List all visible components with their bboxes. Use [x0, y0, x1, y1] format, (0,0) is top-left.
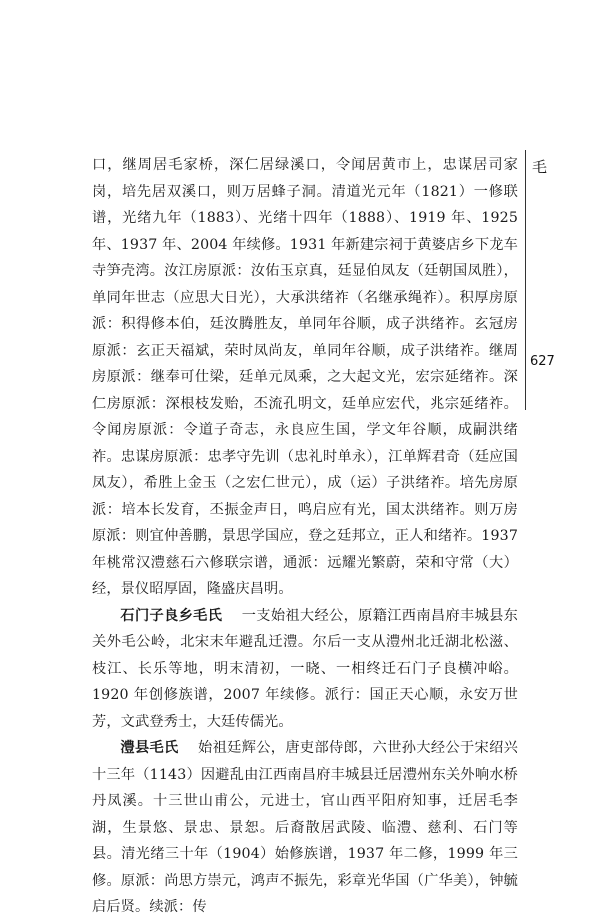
margin-rule	[525, 150, 526, 410]
paragraph-body: 一支始祖大经公，原籍江西南昌府丰城县东关外毛公岭，北宋末年避乱迁澧。尔后一支从澧州北迁湖北松滋、枝江、长乐等地，明末清初，一晓、一相终迁石门子良横冲峪。1920 年创修族谱，2007 年续修。派行：国正天心顺，永安万世芳，文武登秀士，大廷传儒光。	[92, 607, 519, 730]
body-text	[92, 152, 518, 921]
surname-tab: 毛	[532, 158, 548, 176]
section-heading: 石门子良乡毛氏	[120, 607, 237, 624]
paragraph-lixian	[92, 735, 518, 921]
paragraph-body: 口，继周居毛家桥，深仁居绿溪口，令闻居黄市上，忠谋居司家岗，培先居双溪口，则万居蜂子洞。清道光元年（1821）一修联谱，光绪九年（1883）、光绪十四年（1888）、1919 年、1925 年、1937 年、2004 年续修。1931 年新建宗祠于黄婆店乡下龙车寺笋壳湾。汝江房原派：汝佑玉京真，廷显伯凤友（廷朝国凤胜），单同年世志（应思大日光），大承洪绪祚（名继承绳祚）。积厚房原派：积得修本伯，廷汝腾胜友，单同年谷顺，成子洪绪祚。玄冠房原派：玄正天福斌，荣时凤尚友，单同年谷顺，成子洪绪祚。继周房原派：继奉可仕梁，廷单元凤乘，之大起文光，宏宗延绪祚。深仁房原派：深根枝发贻，丕流孔明文，廷单应宏代，兆宗延绪祚。令闻房原派：令道子奇志，永良应生国，学文年谷顺，成嗣洪绪祚。忠谋房原派：忠孝守先训（忠礼时单永），江单辉君奇（廷应国凤友），希胜上金玉（之宏仁世元），成（运）子洪绪祚。培先房原派：培本长发育，丕振金声日，鸣启应有光，国太洪绪祚。则万房原派：则宜仲善鹏，景思学国应，登之廷邦立，正人和绪祚。1937 年桃常汉澧慈石六修联宗谱，通派：远耀光繁蔚，荣和守常（大）经，景仪昭厚固，隆盛庆昌明。	[92, 157, 518, 597]
section-heading: 澧县毛氏	[120, 740, 194, 756]
paragraph-shimen	[92, 603, 518, 736]
paragraph-body: 始祖廷辉公，唐吏部侍郎，六世孙大经公于宋绍兴十三年（1143）因避乱由江西南昌府丰城县迁居澧州东关外响水桥丹凤溪。十三世山甫公，元进士，官山西平阳府知事，迁居毛李湖，生景悠、景忠、景恕。后裔散居武陵、临澧、慈利、石门等县。清光绪三十年（1904）始修族谱，1937 年二修，1999 年三修。原派：尚思方崇元，鸿声不振先，彩章光华国（广华美），钟毓启后贤。续派：传	[92, 740, 518, 915]
page-number: 627	[530, 354, 555, 369]
paragraph-continued	[92, 152, 518, 603]
